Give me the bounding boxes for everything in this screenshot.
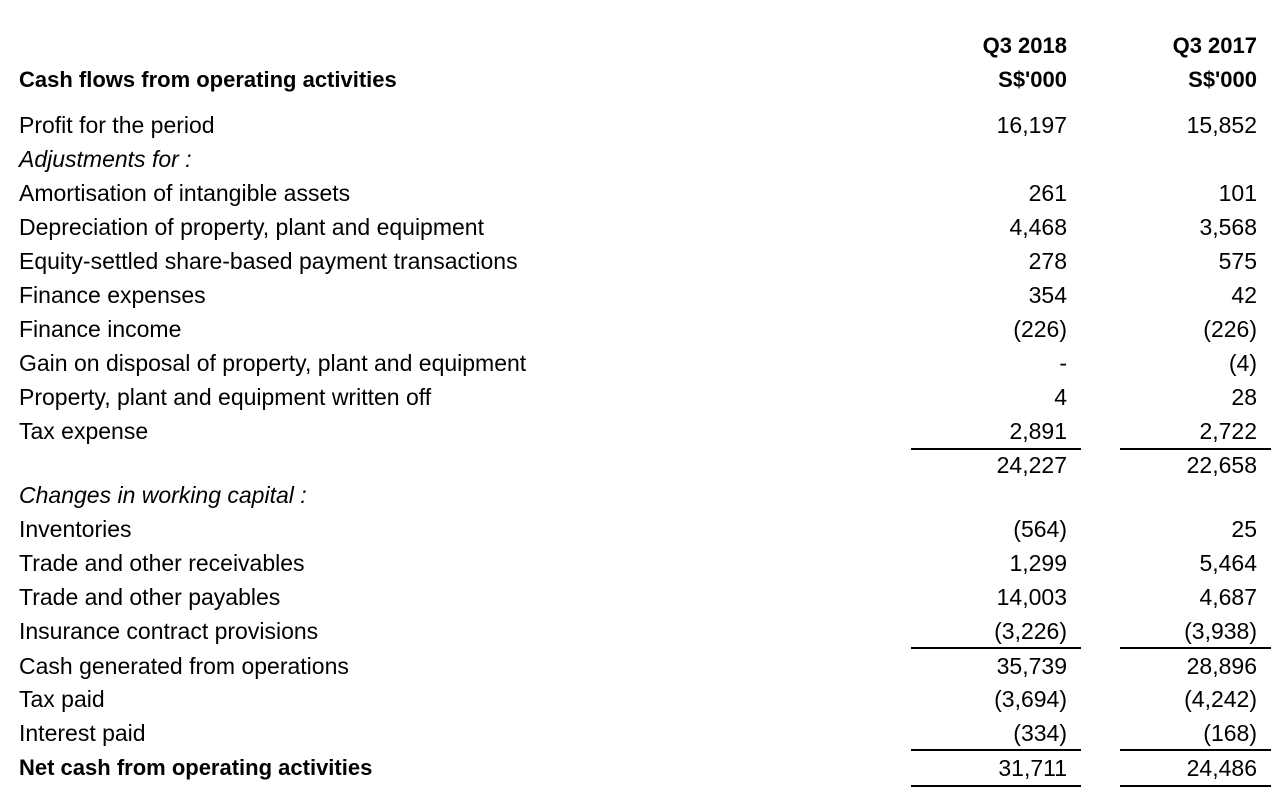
table-row [0,244,1284,278]
table-row [0,312,1284,346]
table-row [0,649,1284,683]
row-label: Finance expenses [19,282,206,308]
table-row [0,682,1284,716]
table-row [0,108,1284,142]
row-value-q3-2017: 5,464 [1199,550,1257,576]
row-label: Cash generated from operations [19,653,349,679]
table-row [0,346,1284,380]
row-label: Tax paid [19,686,105,712]
column-period-q3-2017: Q3 2017 [1172,33,1257,58]
row-value-q3-2018: 24,227 [996,452,1067,478]
row-value-q3-2018: 14,003 [996,584,1067,610]
row-value-q3-2018: 261 [1028,180,1067,206]
row-value-q3-2018: 354 [1028,282,1067,308]
row-label: Profit for the period [19,112,215,138]
row-value-q3-2018: 16,197 [996,112,1067,138]
row-value-q3-2018: 278 [1028,248,1067,274]
table-row [0,414,1284,448]
row-value-q3-2017: (226) [1203,316,1257,342]
column-unit-q3-2018: S$'000 [998,67,1067,92]
row-value-q3-2017: (168) [1203,720,1257,746]
row-value-q3-2018: 31,711 [998,755,1067,781]
row-label: Depreciation of property, plant and equipment [19,214,484,240]
row-label: Property, plant and equipment written off [19,384,432,410]
row-value-q3-2017: 101 [1218,180,1257,206]
column-period-q3-2018: Q3 2018 [982,33,1067,58]
row-label: Net cash from operating activities [19,755,373,780]
row-value-q3-2017: 24,486 [1186,755,1257,781]
table-row [0,142,1284,176]
table-row [0,546,1284,580]
row-value-q3-2018: - [1059,350,1067,376]
row-label: Insurance contract provisions [19,618,319,644]
subtotal-row [0,448,1284,482]
row-value-q3-2018: (3,694) [994,686,1067,712]
row-value-q3-2018: (3,226) [994,618,1067,644]
table-row [0,478,1284,512]
table-row [0,580,1284,614]
row-value-q3-2017: 575 [1218,248,1257,274]
row-value-q3-2018: 4 [1054,384,1067,410]
row-value-q3-2017: 28,896 [1186,653,1257,679]
column-unit-q3-2017: S$'000 [1188,67,1257,92]
row-label: Trade and other payables [19,584,281,610]
row-value-q3-2017: (3,938) [1184,618,1257,644]
row-value-q3-2017: 25 [1231,516,1257,542]
row-value-q3-2017: 22,658 [1186,452,1257,478]
row-value-q3-2017: 42 [1231,282,1257,308]
table-row [0,278,1284,312]
row-value-q3-2017: 15,852 [1186,112,1257,138]
row-label: Equity-settled share-based payment transactions [19,248,518,274]
row-value-q3-2017: (4,242) [1184,686,1257,712]
row-label: Adjustments for : [19,146,192,172]
row-label: Trade and other receivables [19,550,305,576]
row-value-q3-2017: 2,722 [1199,418,1257,444]
row-value-q3-2018: 1,299 [1009,550,1067,576]
row-label: Tax expense [19,418,149,444]
row-label: Interest paid [19,720,146,746]
total-rule [1120,785,1271,787]
row-value-q3-2018: (564) [1013,516,1067,542]
row-value-q3-2018: 4,468 [1009,214,1067,240]
row-label: Gain on disposal of property, plant and equipment [19,350,527,376]
table-row [0,716,1284,750]
row-value-q3-2017: 4,687 [1199,584,1257,610]
row-value-q3-2018: 35,739 [996,653,1067,679]
row-label: Inventories [19,516,132,542]
row-value-q3-2018: (334) [1013,720,1067,746]
section-title-row [0,63,1284,97]
table-row [0,380,1284,414]
row-value-q3-2018: (226) [1013,316,1067,342]
table-row [0,614,1284,648]
row-value-q3-2018: 2,891 [1009,418,1067,444]
row-label: Changes in working capital : [19,482,307,508]
total-rule [911,785,1081,787]
row-value-q3-2017: (4) [1228,350,1257,376]
table-row [0,512,1284,546]
section-title: Cash flows from operating activities [19,67,397,92]
table-row [0,176,1284,210]
table-row [0,210,1284,244]
row-label: Finance income [19,316,182,342]
row-label: Amortisation of intangible assets [19,180,351,206]
row-value-q3-2017: 3,568 [1199,214,1257,240]
total-row [0,751,1284,785]
row-value-q3-2017: 28 [1231,384,1257,410]
